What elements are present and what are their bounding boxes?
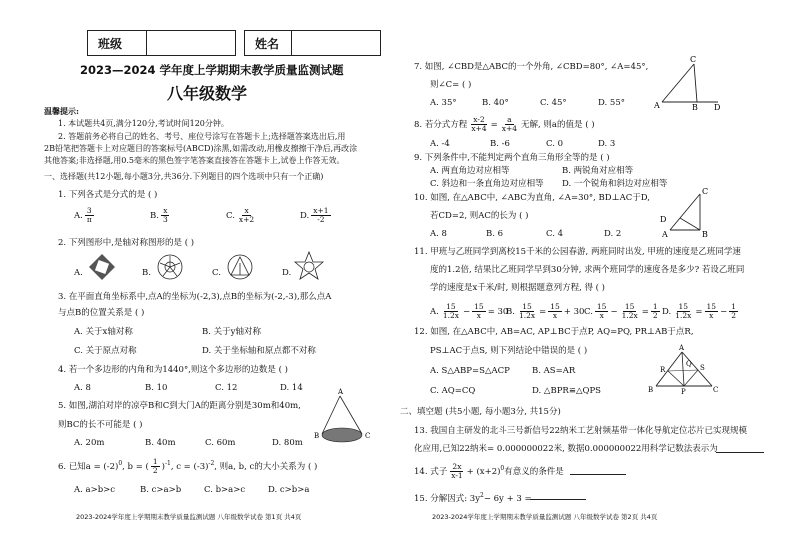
q8-option-b[interactable]: B. -6 (490, 139, 510, 149)
question-stem: 学的速度是x千米/时, 则根据题意列方程, 得 ( ) (430, 283, 606, 293)
question-stem: 则∠C= ( ) (430, 80, 472, 90)
point-label-c: C (365, 432, 371, 440)
circle-triangle-figure (226, 253, 254, 281)
class-label: 班级 (98, 36, 123, 51)
q10-option-a[interactable]: A. 8 (430, 229, 447, 239)
question-stem: 14. 式子 $\frac{2x}{x-1}$ + $(x+2)^0$有意义的条件是 (414, 462, 564, 480)
q9-option-a[interactable]: A. 两直角边对应相等 (430, 166, 510, 176)
page-footer: 2023-2024学年度上学期期末教学质量监测试题 八年级数学试卷 第2页 共4页 (432, 513, 658, 521)
point-label-b: B (648, 386, 654, 394)
point-label-d: D (714, 103, 721, 112)
q6-option-b[interactable]: B. c>a>b (140, 485, 182, 495)
point-label-a: A (679, 344, 685, 352)
point-label-a: A (338, 388, 344, 396)
star-figure (294, 251, 324, 281)
question-stem: 6. 已知$a = (-2)^0$, b = ( $\frac{1}{2}$ )$^{-1}$, $c = (-3)^{-2}$, 则a, b, c的大小关系为 ( ) (58, 457, 318, 475)
point-label-b: B (702, 230, 708, 239)
notice-heading: 温馨提示: (44, 106, 79, 116)
point-label-c: C (713, 386, 719, 394)
answer-blank-15[interactable] (530, 499, 586, 500)
q6-option-c[interactable]: C. b>a>c (204, 485, 246, 495)
question-stem: 7. 如图, ∠CBD是△ABC的一个外角, ∠CBD=80°, ∠A=45°, (414, 62, 649, 72)
circle-petal-figure (156, 253, 184, 281)
q7-option-d[interactable]: D. 55° (598, 98, 625, 108)
class-input-cell[interactable] (147, 30, 236, 56)
lake-figure (314, 386, 378, 446)
point-label-c: C (702, 187, 709, 196)
question-stem: 4. 若一个多边形的内角和为1440°,则这个多边形的边数是 ( ) (58, 365, 288, 375)
name-label: 姓名 (255, 36, 280, 51)
question-stem: 2. 下列图形中,是轴对称图形的是 ( ) (58, 238, 195, 248)
q3-option-b[interactable]: B. 关于y轴对称 (202, 327, 261, 337)
name-label-cell (244, 30, 292, 56)
question-stem: 12. 如图, 在△ABC中, AB=AC, AP⊥BC于点P, AQ=PQ, PR⊥AB于点R, (414, 327, 694, 337)
name-input-cell[interactable] (292, 30, 381, 56)
point-label-b: B (692, 103, 698, 112)
point-label-a: A (662, 230, 668, 239)
q11-option-d[interactable]: D. $\frac{15}{1.2x}$ = $\frac{15}{x}$ − $\frac{1}{2}$ (662, 302, 736, 320)
q2-option-c[interactable]: C. (212, 268, 221, 278)
q12-option-b[interactable]: B. AS=AR (532, 366, 576, 376)
q8-option-d[interactable]: D. 3 (598, 139, 616, 149)
section-heading: 二、填空题 (共5小题, 每小题3分, 共15分) (400, 407, 561, 417)
q5-option-b[interactable]: B. 40m (145, 438, 176, 448)
point-label-d: D (660, 215, 667, 224)
notice-line: 1. 本试题共4页,满分120分,考试时间120分钟。 (58, 119, 229, 128)
q7-option-a[interactable]: A. 35° (430, 98, 457, 108)
question-stem: 10. 如图, 在△ABC中, ∠ABC为直角, ∠A=30°, BD⊥AC于D, (414, 193, 650, 203)
question-stem: 9. 下列条件中,不能判定两个直角三角形全等的是 ( ) (414, 153, 610, 163)
q10-option-b[interactable]: B. 6 (486, 229, 504, 239)
point-label-c: C (690, 55, 697, 64)
q4-option-c[interactable]: C. 12 (215, 383, 238, 393)
q12-option-d[interactable]: D. △BPR≌△QPS (532, 386, 601, 396)
q6-option-d[interactable]: D. c>b>a (268, 485, 310, 495)
q4-option-d[interactable]: D. 14 (280, 383, 303, 393)
q1-option-b[interactable]: B. $\frac{x}{3}$ (150, 206, 168, 224)
point-label-s: S (700, 364, 705, 372)
q3-option-a[interactable]: A. 关于x轴对称 (74, 327, 133, 337)
q11-option-a[interactable]: A. $\frac{15}{1.2x}$ − $\frac{15}{x}$ = 30 (430, 302, 509, 320)
q1-option-a[interactable]: A. $\frac{3}{\pi}$ (74, 206, 92, 224)
question-stem: 与点B的位置关系是 ( ) (58, 308, 145, 318)
subject-title: 八年级数学 (167, 84, 248, 103)
q1-option-c[interactable]: C. $\frac{x}{x+2}$ (226, 206, 255, 224)
q2-option-d[interactable]: D. (282, 268, 292, 278)
q8-option-a[interactable]: A. -4 (430, 139, 450, 149)
notice-line: 2. 答题前务必将自己的姓名、考号、座位号涂写在答题卡上;选择题答案选出后,用 (58, 132, 346, 141)
q5-option-d[interactable]: D. 80m (272, 438, 303, 448)
question-stem: 15. 分解因式: $3y^2- 6y + 3$ = (414, 492, 532, 504)
point-label-a: A (654, 101, 660, 110)
q5-option-a[interactable]: A. 20m (74, 438, 105, 448)
question-stem: 11. 甲班与乙班同学到离校15千米的公园春游, 两班同时出发, 甲班的速度是乙班同学速 (414, 247, 741, 257)
point-label-q: Q (686, 360, 692, 368)
section-heading: 一、选择题(共12小题,每小题3分,共36分.下列题目的四个选项中只有一个正确) (44, 172, 324, 181)
q2-option-b[interactable]: B. (142, 268, 151, 278)
notice-line: 其他答案;非选择题,用0.5毫米的黑色签字笔答案直接答在答题卡上,试卷上作答无效。 (44, 156, 345, 165)
q3-option-d[interactable]: D. 关于坐标轴和原点都不对称 (202, 346, 316, 356)
right-triangle-altitude-figure (660, 188, 710, 238)
question-stem: 若CD=2, 则AC的长为 ( ) (430, 211, 529, 221)
question-stem: 化应用,已知22纳米= 0.000000022米, 数据0.000000022用科学记数法表示为 (414, 444, 718, 454)
class-label-cell (87, 30, 147, 56)
exam-title: 2023—2024 学年度上学期期末教学质量监测试题 (80, 63, 344, 77)
header-fields (87, 30, 381, 56)
q4-option-b[interactable]: B. 10 (145, 383, 168, 393)
q2-option-a[interactable]: A. (74, 268, 83, 278)
q10-option-c[interactable]: C. 4 (546, 229, 564, 239)
q12-option-a[interactable]: A. S△ABP=S△ACP (430, 366, 510, 376)
answer-blank-13[interactable] (716, 452, 764, 453)
q8-option-c[interactable]: C. 0 (546, 139, 564, 149)
q7-option-b[interactable]: B. 40° (482, 98, 509, 108)
notice-line: 2B铅笔把答题卡上对应题目的答案标号(ABCD)涂黑,如需改动,用橡皮擦擦干净后,再改涂 (44, 144, 358, 153)
q12-option-c[interactable]: C. AQ=CQ (430, 386, 476, 396)
q9-option-d[interactable]: D. 一个锐角和斜边对应相等 (562, 179, 668, 189)
q4-option-a[interactable]: A. 8 (74, 383, 91, 393)
question-stem: 3. 在平面直角坐标系中,点A的坐标为(-2,3),点B的坐标为(-2,-3),那么点A (58, 292, 332, 302)
q3-option-c[interactable]: C. 关于原点对称 (74, 346, 137, 356)
q11-option-b[interactable]: B. $\frac{15}{1.2x}$ = $\frac{15}{x}$ + 30 (506, 302, 585, 320)
triangle-exterior-angle-figure (652, 54, 726, 110)
question-stem: 度的1.2倍, 结果比乙班同学早到30分钟, 求两个班同学的速度各是多少? 若设乙班同 (430, 265, 745, 275)
question-stem: 8. 若分式方程 $\frac{x-2}{x+4}$ = $\frac{a}{x+4}$ 无解, 则a的值是 ( ) (414, 115, 595, 133)
question-stem: 1. 下列各式是分式的是 ( ) (58, 190, 158, 200)
q9-option-c[interactable]: C. 斜边和一条直角边对应相等 (430, 179, 544, 189)
isosceles-triangle-figure (648, 344, 720, 394)
q1-option-d[interactable]: D. $\frac{x+1}{-2}$ (300, 206, 329, 224)
q5-option-c[interactable]: C. 60m (205, 438, 236, 448)
point-label-r: R (660, 366, 666, 374)
q10-option-d[interactable]: D. 2 (604, 229, 622, 239)
q9-option-b[interactable]: B. 两锐角对应相等 (562, 166, 634, 176)
answer-blank-14[interactable] (570, 474, 626, 475)
page-footer: 2023-2024学年度上学期期末教学质量监测试题 八年级数学试卷 第1页 共4页 (76, 513, 302, 521)
question-stem: PS⊥AC于点S, 则下列结论中错误的是 ( ) (430, 346, 588, 356)
q11-option-c[interactable]: C. $\frac{15}{x}$ − $\frac{15}{1.2x}$ = $\frac{1}{2}$ (584, 302, 658, 320)
point-label-b: B (314, 432, 320, 440)
q7-option-c[interactable]: C. 45° (540, 98, 567, 108)
question-stem: 则BC的长不可能是 ( ) (58, 420, 143, 430)
question-stem: 13. 我国自主研发的北斗三号新信号22纳米工艺射频基带一体化导航定位芯片已实现规模 (414, 426, 748, 436)
question-stem: 5. 如图,湖泊对岸的凉亭B和C到大门A的距离分别是30m和40m, (58, 401, 301, 411)
point-label-p: P (681, 388, 686, 396)
q6-option-a[interactable]: A. a>b>c (74, 485, 116, 495)
rotated-square-figure (88, 253, 116, 281)
